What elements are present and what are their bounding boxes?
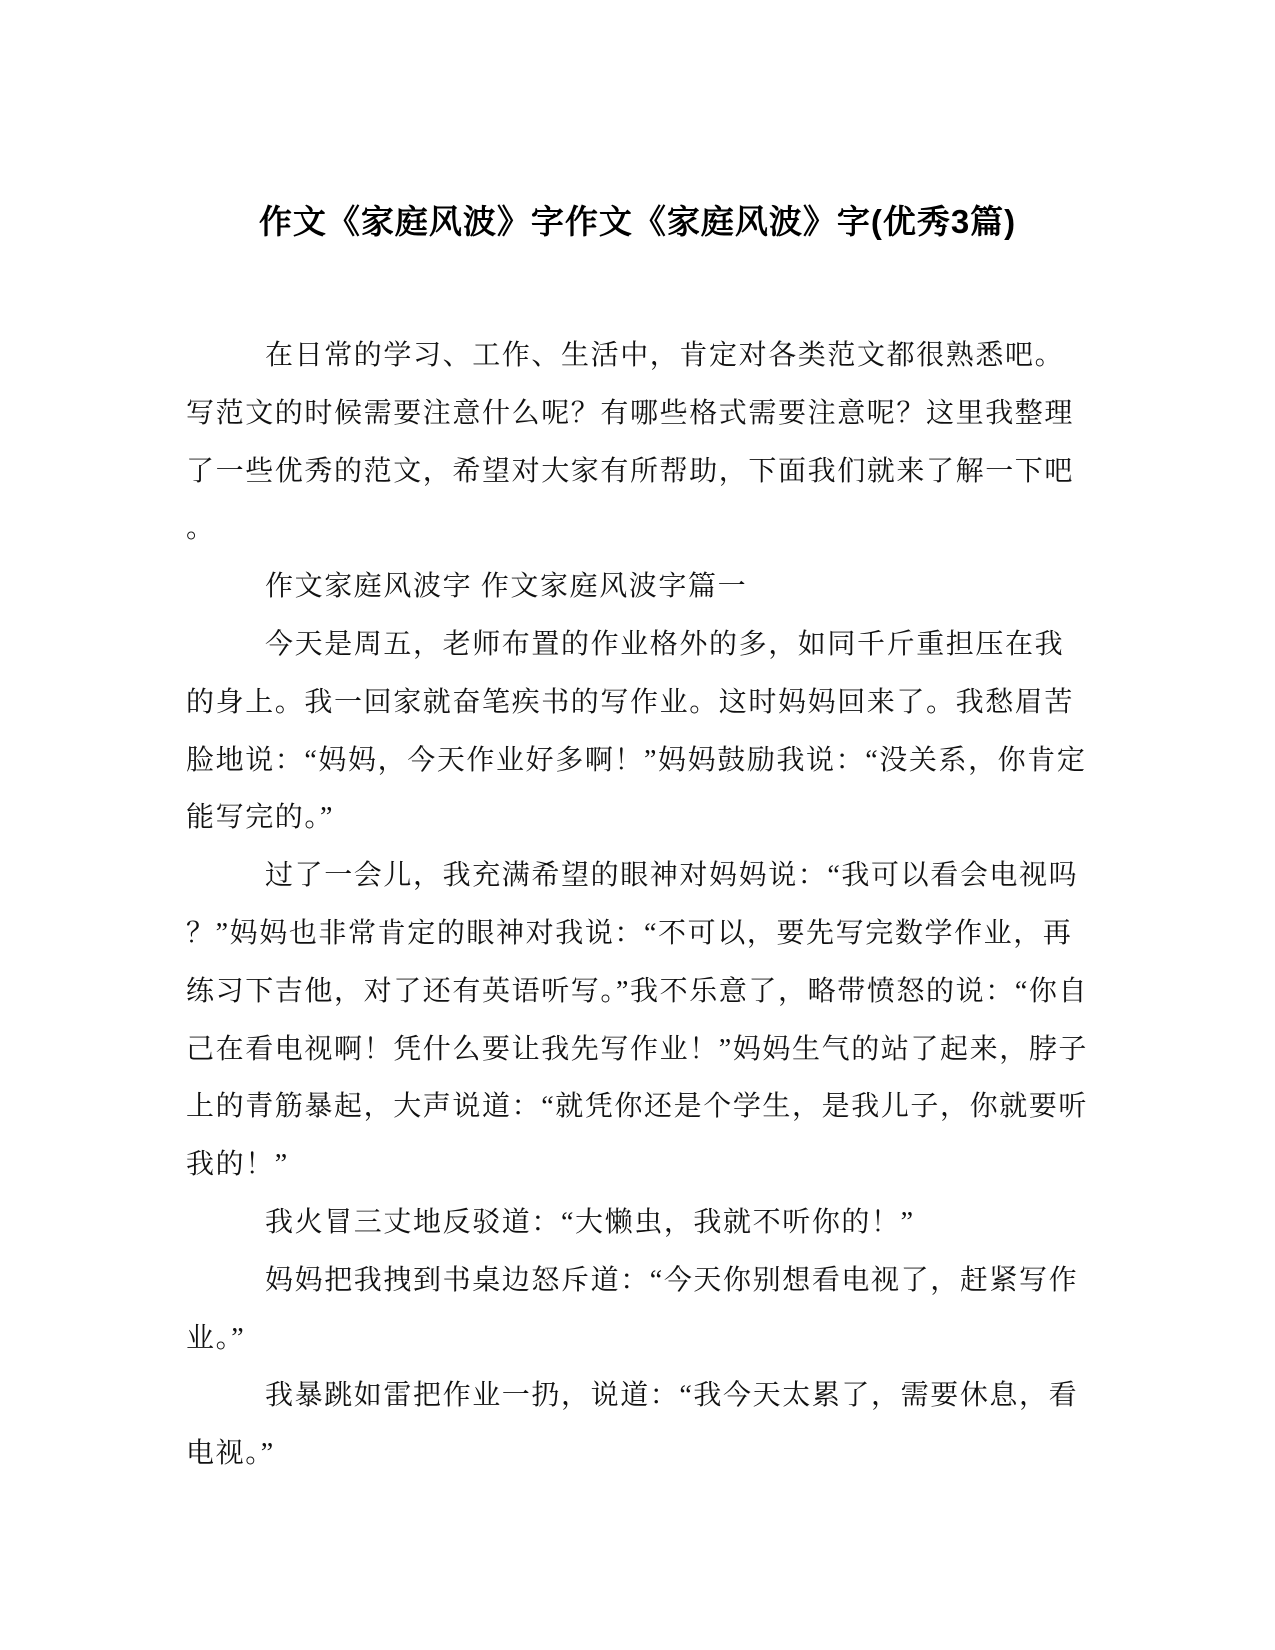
paragraph: 在日常的学习、工作、生活中，肯定对各类范文都很熟悉吧。写范文的时候需要注意什么呢？有哪些格式需要注意呢？这里我整理了一些优秀的范文，希望对大家有所帮助，下面我们就来了解一下吧。 [186,340,1075,545]
paragraph: 作文家庭风波字 作文家庭风波字篇一 [265,571,748,603]
paragraph: 我暴跳如雷把作业一扔，说道：“我今天太累了，需要休息，看电视。” [186,1380,1079,1470]
paragraph: 过了一会儿，我充满希望的眼神对妈妈说：“我可以看会电视吗？”妈妈也非常肯定的眼神对我说：“不可以，要先写完数学作业，再练习下吉他，对了还有英语听写。”我不乐意了，略带愤怒的说：“你自己在看电视啊！凭什么要让我先写作业！”妈妈生气的站了起来，脖子上的青筋暴起，大声说道：“就凭你还是个学生，是我儿子，你就要听我的！” [186,860,1089,1181]
paragraph: 妈妈把我拽到书桌边怒斥道：“今天你别想看电视了，赶紧写作业。” [186,1264,1079,1354]
paragraph: 今天是周五，老师布置的作业格外的多，如同千斤重担压在我的身上。我一回家就奋笔疾书的写作业。这时妈妈回来了。我愁眉苦脸地说：“妈妈，今天作业好多啊！”妈妈鼓励我说：“没关系，你肯定能写完的。” [186,628,1087,834]
document-body [186,327,1092,1483]
paragraph: 我火冒三丈地反驳道：“大懒虫，我就不听你的！” [265,1206,915,1238]
document-title: 作文《家庭风波》字作文《家庭风波》字(优秀3篇) [258,203,1017,240]
